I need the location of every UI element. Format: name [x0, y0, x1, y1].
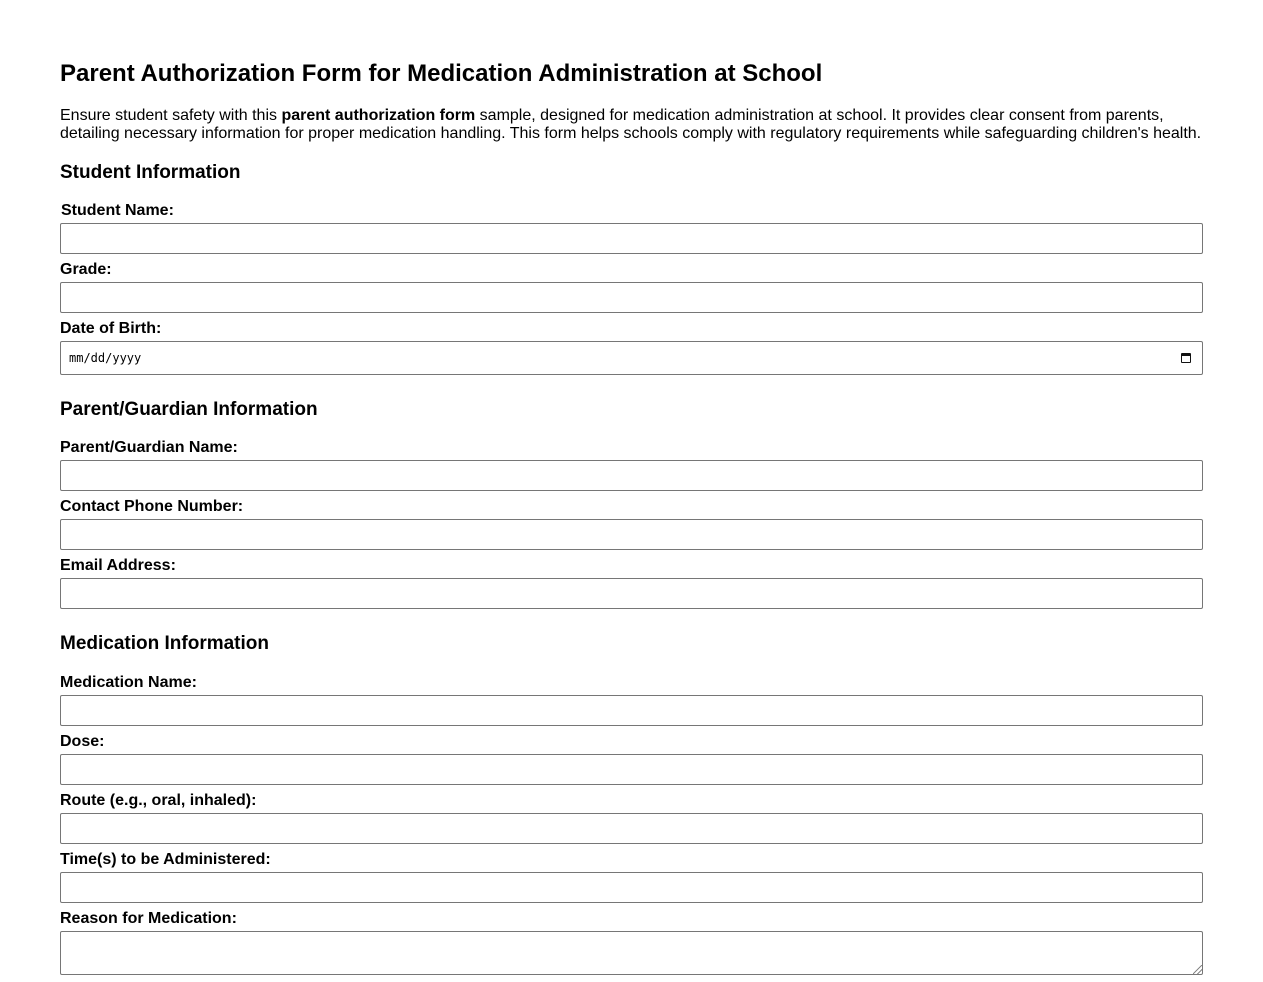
calendar-icon[interactable]: [1181, 353, 1191, 363]
intro-text-bold: parent authorization form: [281, 107, 476, 124]
grade-input[interactable]: [60, 282, 1203, 313]
grade-label: Grade:: [60, 261, 112, 278]
medication-name-input[interactable]: [60, 695, 1203, 726]
dob-date-input[interactable]: [60, 341, 1203, 375]
times-input[interactable]: [60, 872, 1203, 903]
dob-label: Date of Birth:: [60, 320, 162, 337]
medication-name-label: Medication Name:: [60, 674, 197, 691]
email-label: Email Address:: [60, 557, 176, 574]
dose-label: Dose:: [60, 733, 105, 750]
route-input[interactable]: [60, 813, 1203, 844]
section-heading-medication: Medication Information: [60, 633, 269, 654]
intro-text-before: Ensure student safety with this: [60, 107, 282, 124]
phone-input[interactable]: [60, 519, 1203, 550]
section-heading-student: Student Information: [60, 162, 241, 183]
email-input[interactable]: [60, 578, 1203, 609]
student-name-input[interactable]: [60, 223, 1203, 254]
reason-label: Reason for Medication:: [60, 910, 237, 927]
route-label: Route (e.g., oral, inhaled):: [60, 792, 257, 809]
intro-paragraph: [60, 107, 1210, 143]
reason-textarea-wrapper: [60, 931, 1203, 975]
student-name-label: Student Name:: [61, 202, 174, 219]
page-title: Parent Authorization Form for Medication Administration at School: [60, 60, 823, 87]
reason-textarea[interactable]: [60, 931, 1203, 975]
parent-name-input[interactable]: [60, 460, 1203, 491]
times-label: Time(s) to be Administered:: [60, 851, 271, 868]
resize-grip-icon[interactable]: [1193, 965, 1202, 974]
parent-name-label: Parent/Guardian Name:: [60, 439, 238, 456]
dob-placeholder: mm/dd/yyyy: [69, 351, 142, 365]
dose-input[interactable]: [60, 754, 1203, 785]
phone-label: Contact Phone Number:: [60, 498, 244, 515]
section-heading-parent: Parent/Guardian Information: [60, 399, 318, 420]
intro-text-after: sample, designed for medication administration at school. It provides clear consent from parents, detailing necessary information for proper medication handling. This form helps schools comply with regulatory requirements while safeguarding children's health.: [60, 107, 1202, 142]
